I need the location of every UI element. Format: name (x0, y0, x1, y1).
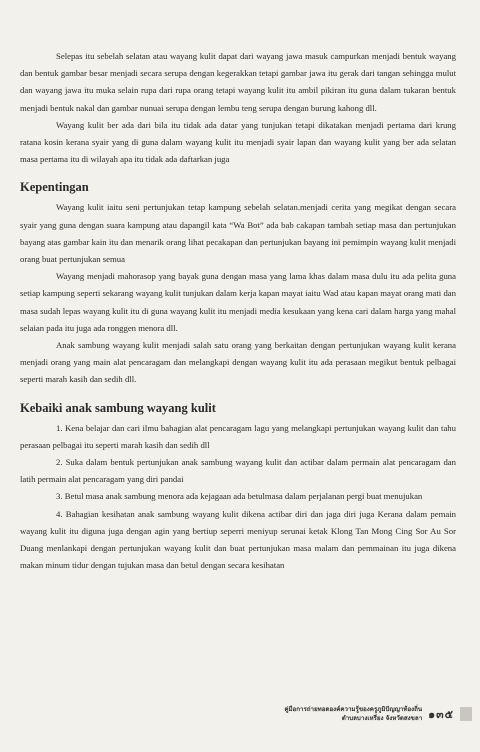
footer-title: คู่มือการถ่ายทอดองค์ความรู้ของครูภูมิปัญญาท้องถิ่น (284, 706, 423, 713)
page-footer (284, 705, 472, 723)
paragraph: Selepas itu sebelah selatan atau wayang kulit dapat dari wayang jawa masuk campurkan menjadi bentuk wayang dan bentuk gambar besar menjadi secara serupa dengan kegerakkan tetapi gambar jawa itu gerak dari tangan sehingga mulut dan wayang jawa itu muka selain rupa dari rupa orang tetapi wayang kulit itu ambil pikiran itu guna dalam tukaran bentuk menjadi bentuk nakal dan gambar nunuai serupa dengan lembu teng serupa dengan burung kahong dll. (20, 51, 456, 113)
page-edge-tab (460, 707, 472, 721)
paragraph: Wayang kulit ber ada dari bila itu tidak ada datar yang tunjukan tetapi dikatakan menjadi pertama dari krung ratana kosin kerana syair yang di guna dalam wayang kulit itu menjadi syair lapan dan wayang kulit yang ber ada selatan masa pertama itu di wilayah apa itu tidak ada daftarkan juga (20, 119, 456, 165)
section-heading-kebaiki: Kebaiki anak sambung wayang kulit (20, 400, 216, 415)
page-number: ๑๓๕ (428, 708, 454, 721)
paragraph: Anak sambung wayang kulit menjadi salah satu orang yang berkaitan dengan pertunjukan wayang kulit kerana menjadi orang yang main alat pencaragam dan melangkapi dengan wayang kulit itu ada perasaan megikut bentuk pelbagai seperti marah kasih dan sedih dll. (20, 340, 456, 385)
section-heading-kepentingan: Kepentingan (20, 180, 89, 195)
list-item: 1. Kena belajar dan cari ilmu bahagian alat pencaragam lagu yang melangkapi pertunjukan wayang kulit dan tahu perasaan pelbagai itu seperti marah kasih dan sedih dll (20, 422, 456, 450)
paragraph: Wayang menjadi mahorasop yang bayak guna dengan masa yang lama khas dalam masa dulu itu ada pelita guna setiap kampung seperti sekarang wayang kulit tunjukan dalam kerja kapan mayat iaitu Wad atau kapan mayat orang mati dan masa sudah lepas wayang kulit itu di guna wayang kulit itu menjadi media kesukaan yang kena cari dalam harga yang mahal selaian pada itu juga ada ronggen menora dll. (20, 271, 456, 333)
footer-subtitle: ตำบลบางเหรี่ยง จังหวัดสงขลา (341, 715, 423, 722)
list-item: 4. Bahagian kesihatan anak sambung wayang kulit dikena actibar diri dan jaga diri juga Kerana dalam pemain wayang kulit itu diguna juga dengan agin yang bertiup seperri meniyup serunai ketak Klong Tan Mong Cing Sor Au Sor Duang menlankapi dengan pertunjukan wayang kulit dan buat pertunjukan masa malam dan pemmainan itu juga dikena makan minum tidur dengan tujukan masa dan betul dengan secara kesihatan (20, 508, 456, 571)
list-item: 2. Suka dalam bentuk pertunjukan anak sambung wayang kulit dan actibar dalam permain alat pencaragam dan latih permain alat pencaragam yang diri pandai (20, 457, 456, 485)
document-body (20, 48, 456, 574)
footer-caption (284, 705, 422, 723)
paragraph: Wayang kulit iaitu seni pertunjukan tetap kampung sebelah selatan.menjadi cerita yang megikat dengan secara syair yang guna dengan suara kampung atau dapangil kata “Wa Bot” ada bab cakapan tambah setiap masa dan pertunjukan bayang atas gambar kain itu dan menarik orang lihat pecakapan dan pertunjukan bayang ini pemimpin wayang kulit menjadi orang buat pertunjukan semua (20, 202, 456, 265)
list-item: 3. Betul masa anak sambung menora ada kejagaan ada betulmasa dalam perjalanan pergi buat menujukan (56, 491, 423, 502)
